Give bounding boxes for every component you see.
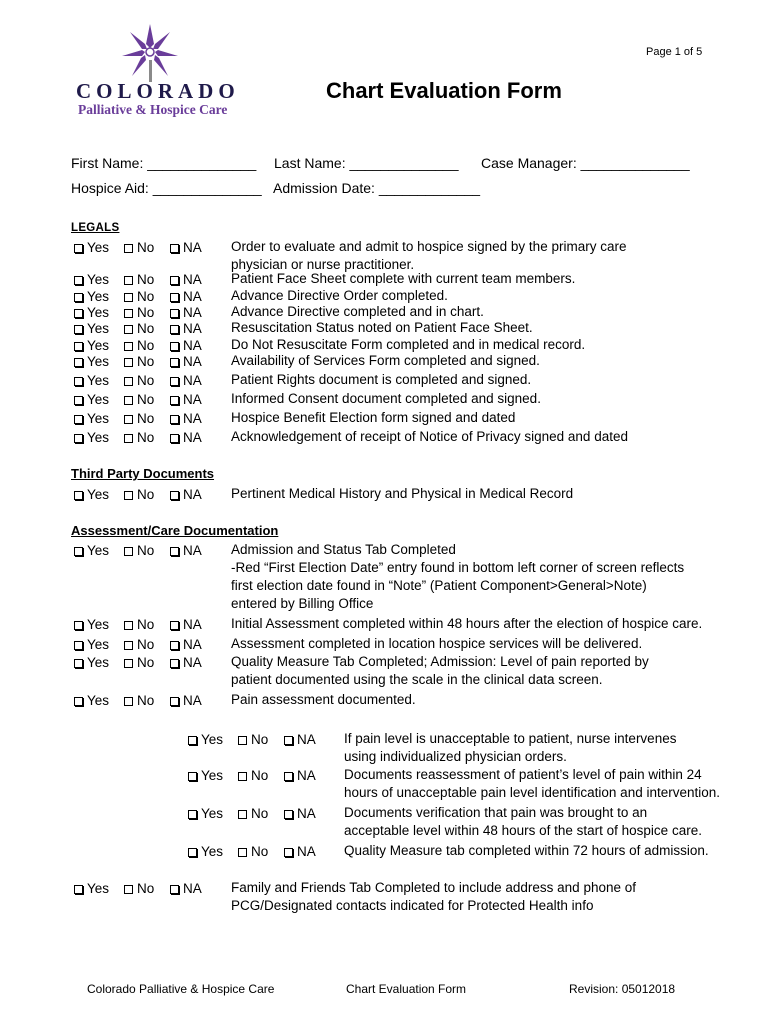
checkbox-icon[interactable] [284, 810, 293, 819]
option-no[interactable] [124, 693, 170, 708]
option-na[interactable] [170, 543, 210, 558]
option-label: No [137, 881, 155, 896]
checkbox-icon[interactable] [74, 547, 83, 556]
checkbox-icon[interactable] [124, 621, 133, 630]
option-label: NA [183, 338, 202, 353]
option-na[interactable] [170, 305, 210, 320]
option-label: No [137, 411, 155, 426]
option-no[interactable] [124, 338, 170, 353]
option-yes[interactable] [74, 637, 124, 652]
checklist-item-text [344, 842, 709, 860]
checklist-item-line: Quality Measure Tab Completed; Admission: Level of pain reported by [231, 654, 649, 669]
option-yes[interactable] [74, 354, 124, 369]
option-label: Yes [87, 411, 110, 426]
checkbox-icon[interactable] [170, 396, 179, 405]
option-na[interactable] [170, 487, 210, 502]
checkbox-icon[interactable] [74, 309, 83, 318]
option-na[interactable] [170, 373, 210, 388]
option-label: No [251, 732, 269, 747]
checklist-item-line: Documents reassessment of patient’s level of pain within 24 [344, 767, 702, 782]
admission-date-field[interactable]: Admission Date: _____________ [273, 180, 481, 196]
checkbox-icon[interactable] [284, 848, 293, 857]
footer-form: Chart Evaluation Form [346, 982, 467, 996]
checklist-item-text [231, 238, 626, 274]
checkbox-icon[interactable] [74, 659, 83, 668]
checklist-item-line: If pain level is unacceptable to patient, nurse intervenes [344, 731, 677, 746]
checkbox-icon[interactable] [238, 810, 247, 819]
checklist-item-line: Resuscitation Status noted on Patient Face Sheet. [231, 320, 533, 335]
checkbox-icon[interactable] [170, 293, 179, 302]
option-na[interactable] [170, 411, 210, 426]
checkbox-icon[interactable] [124, 244, 133, 253]
option-label: No [137, 373, 155, 388]
checklist-item-text [344, 766, 720, 802]
option-label: No [251, 806, 269, 821]
last-name-field[interactable]: Last Name: ______________ [274, 155, 459, 171]
option-label: NA [183, 430, 202, 445]
option-no[interactable] [124, 430, 170, 445]
option-na[interactable] [284, 844, 324, 859]
checkbox-icon[interactable] [188, 848, 197, 857]
checklist-item-line: Order to evaluate and admit to hospice signed by the primary care [231, 239, 627, 254]
option-yes[interactable] [188, 768, 238, 783]
option-na[interactable] [284, 806, 324, 821]
checkbox-icon[interactable] [74, 342, 83, 351]
option-yes[interactable] [74, 617, 124, 632]
checkbox-icon[interactable] [170, 309, 179, 318]
option-no[interactable] [124, 881, 170, 896]
option-yes[interactable] [74, 321, 124, 336]
checkbox-icon[interactable] [284, 772, 293, 781]
case-manager-field[interactable]: Case Manager: ______________ [481, 155, 690, 171]
checkbox-icon[interactable] [124, 342, 133, 351]
checkbox-icon[interactable] [124, 697, 133, 706]
checkbox-icon[interactable] [238, 736, 247, 745]
checklist-item-line: -Red “First Election Date” entry found in bottom left corner of screen reflects [231, 560, 685, 575]
checklist-item-line: patient documented using the scale in the clinical data screen. [231, 672, 603, 687]
option-label: NA [183, 305, 202, 320]
option-no[interactable] [124, 617, 170, 632]
checkbox-icon[interactable] [74, 697, 83, 706]
option-yes[interactable] [74, 487, 124, 502]
checklist-item-text [231, 879, 636, 915]
checkbox-icon[interactable] [170, 358, 179, 367]
option-no[interactable] [124, 392, 170, 407]
option-label: Yes [87, 392, 110, 407]
checkbox-icon[interactable] [124, 309, 133, 318]
option-na[interactable] [170, 637, 210, 652]
option-label: Yes [87, 543, 110, 558]
checklist-item-line: hours of unacceptable pain level identification and intervention. [344, 785, 721, 800]
option-no[interactable] [124, 305, 170, 320]
option-label: Yes [87, 338, 110, 353]
option-label: Yes [87, 487, 110, 502]
option-yes[interactable] [74, 338, 124, 353]
third-party-heading: Third Party Documents [71, 466, 215, 481]
checkbox-icon[interactable] [124, 641, 133, 650]
footer-org: Colorado Palliative & Hospice Care [87, 982, 275, 996]
option-label: No [251, 844, 269, 859]
option-label: No [137, 693, 155, 708]
option-label: NA [183, 240, 202, 255]
checklist-item-line: Family and Friends Tab Completed to include address and phone of [231, 880, 636, 895]
checkbox-icon[interactable] [74, 358, 83, 367]
checklist-item-line: Acknowledgement of receipt of Notice of Privacy signed and dated [231, 429, 628, 444]
option-label: No [137, 617, 155, 632]
legals-heading: LEGALS [71, 222, 120, 234]
option-label: Yes [87, 373, 110, 388]
option-label: NA [183, 272, 202, 287]
option-no[interactable] [238, 844, 284, 859]
assessment-heading: Assessment/Care Documentation [71, 523, 279, 538]
checkbox-icon[interactable] [188, 736, 197, 745]
option-na[interactable] [170, 338, 210, 353]
option-label: No [137, 392, 155, 407]
option-label: Yes [201, 732, 224, 747]
checklist-item-line: Initial Assessment completed within 48 hours after the election of hospice care. [231, 616, 703, 631]
checkbox-icon[interactable] [124, 491, 133, 500]
checkbox-icon[interactable] [170, 415, 179, 424]
checkbox-icon[interactable] [188, 810, 197, 819]
option-na[interactable] [170, 272, 210, 287]
checkbox-icon[interactable] [124, 415, 133, 424]
option-label: NA [183, 354, 202, 369]
option-label: Yes [87, 693, 110, 708]
option-label: NA [183, 321, 202, 336]
checklist-item-line: entered by Billing Office [231, 596, 374, 611]
option-yes[interactable] [74, 655, 124, 670]
option-yes[interactable] [74, 543, 124, 558]
checkbox-icon[interactable] [74, 415, 83, 424]
checkbox-icon[interactable] [74, 244, 83, 253]
option-label: NA [183, 373, 202, 388]
page-indicator: Page 1 of 5 [646, 46, 703, 58]
option-no[interactable] [238, 732, 284, 747]
option-label: NA [183, 543, 202, 558]
option-yes[interactable] [74, 305, 124, 320]
option-label: NA [183, 487, 202, 502]
option-label: Yes [87, 305, 110, 320]
logo [74, 22, 244, 122]
checklist-item-line: Do Not Resuscitate Form completed and in medical record. [231, 337, 586, 352]
checkbox-icon[interactable] [170, 697, 179, 706]
checkbox-icon[interactable] [124, 547, 133, 556]
checkbox-icon[interactable] [74, 885, 83, 894]
option-yes[interactable] [74, 240, 124, 255]
option-label: No [137, 487, 155, 502]
option-label: NA [183, 411, 202, 426]
checkbox-icon[interactable] [170, 377, 179, 386]
option-label: Yes [201, 844, 224, 859]
checkbox-icon[interactable] [124, 885, 133, 894]
option-label: NA [297, 732, 316, 747]
checklist-item-line: Documents verification that pain was brought to an [344, 805, 648, 820]
option-no[interactable] [124, 289, 170, 304]
checkbox-icon[interactable] [124, 434, 133, 443]
option-label: Yes [87, 617, 110, 632]
option-no[interactable] [238, 806, 284, 821]
option-label: Yes [87, 321, 110, 336]
checkbox-icon[interactable] [170, 325, 179, 334]
option-label: NA [297, 806, 316, 821]
checkbox-icon[interactable] [170, 244, 179, 253]
checkbox-icon[interactable] [170, 659, 179, 668]
option-yes[interactable] [74, 373, 124, 388]
option-label: Yes [87, 637, 110, 652]
checkbox-icon[interactable] [74, 491, 83, 500]
option-label: Yes [201, 768, 224, 783]
footer-revision: Revision: 05012018 [569, 982, 676, 996]
checklist-item-text [231, 371, 531, 389]
checklist-item-line: Hospice Benefit Election form signed and dated [231, 410, 516, 425]
option-label: NA [297, 844, 316, 859]
checklist-item-line: Quality Measure tab completed within 72 hours of admission. [344, 843, 709, 858]
checkbox-icon[interactable] [74, 276, 83, 285]
option-label: NA [183, 655, 202, 670]
option-na[interactable] [170, 289, 210, 304]
option-label: Yes [87, 240, 110, 255]
option-label: No [137, 354, 155, 369]
option-label: No [137, 289, 155, 304]
option-no[interactable] [124, 272, 170, 287]
checkbox-icon[interactable] [124, 276, 133, 285]
checkbox-icon[interactable] [74, 325, 83, 334]
checklist-item-text [231, 541, 684, 613]
option-label: No [137, 655, 155, 670]
checklist-item-text [231, 691, 416, 709]
checklist-item-text [231, 653, 649, 689]
option-yes[interactable] [188, 844, 238, 859]
option-label: Yes [87, 289, 110, 304]
option-no[interactable] [124, 354, 170, 369]
option-no[interactable] [124, 637, 170, 652]
option-na[interactable] [170, 240, 210, 255]
option-yes[interactable] [74, 693, 124, 708]
option-yes[interactable] [74, 392, 124, 407]
option-label: No [137, 305, 155, 320]
option-na[interactable] [170, 617, 210, 632]
option-label: NA [183, 289, 202, 304]
checkbox-icon[interactable] [124, 325, 133, 334]
option-na[interactable] [170, 693, 210, 708]
checkbox-icon[interactable] [74, 377, 83, 386]
checklist-item-line: Advance Directive Order completed. [231, 288, 448, 303]
option-label: No [137, 637, 155, 652]
option-label: Yes [87, 272, 110, 287]
checkbox-icon[interactable] [124, 659, 133, 668]
option-na[interactable] [170, 392, 210, 407]
hospice-aid-field[interactable]: Hospice Aid: ______________ [71, 180, 262, 196]
checkbox-icon[interactable] [170, 276, 179, 285]
checklist-item-line: Pain assessment documented. [231, 692, 416, 707]
option-label: NA [183, 693, 202, 708]
checklist-item-text [344, 804, 702, 840]
checklist-item-line: Advance Directive completed and in chart. [231, 304, 484, 319]
checkbox-icon[interactable] [74, 621, 83, 630]
checkbox-icon[interactable] [124, 293, 133, 302]
option-na[interactable] [170, 881, 210, 896]
checklist-item-text [231, 485, 573, 503]
checklist-item-text [231, 352, 540, 370]
checklist-item-line: Patient Face Sheet complete with current team members. [231, 271, 576, 286]
option-no[interactable] [124, 321, 170, 336]
checklist-item-text [231, 270, 575, 288]
option-na[interactable] [170, 321, 210, 336]
checklist-item-text [231, 319, 533, 337]
checkbox-icon[interactable] [284, 736, 293, 745]
option-yes[interactable] [74, 430, 124, 445]
checkbox-icon[interactable] [74, 396, 83, 405]
logo-wordmark: COLORADO [76, 79, 240, 103]
option-na[interactable] [284, 732, 324, 747]
option-label: NA [183, 392, 202, 407]
checklist-item-line: Patient Rights document is completed and signed. [231, 372, 532, 387]
checklist-item-text [231, 409, 515, 427]
checklist-item-line: using individualized physician orders. [344, 749, 567, 764]
first-name-field[interactable]: First Name: ______________ [71, 155, 257, 171]
checklist-item-line: Availability of Services Form completed and signed. [231, 353, 540, 368]
option-label: Yes [201, 806, 224, 821]
checklist-item-line: acceptable level within 48 hours of the start of hospice care. [344, 823, 702, 838]
option-label: NA [183, 881, 202, 896]
option-label: Yes [87, 881, 110, 896]
logo-subtitle: Palliative & Hospice Care [78, 102, 228, 117]
option-label: NA [297, 768, 316, 783]
option-label: No [137, 338, 155, 353]
option-no[interactable] [124, 655, 170, 670]
option-label: No [137, 321, 155, 336]
checkbox-icon[interactable] [74, 293, 83, 302]
checkbox-icon[interactable] [238, 848, 247, 857]
option-no[interactable] [124, 373, 170, 388]
option-yes[interactable] [74, 411, 124, 426]
option-no[interactable] [238, 768, 284, 783]
option-label: Yes [87, 430, 110, 445]
option-na[interactable] [170, 430, 210, 445]
checklist-item-text [231, 615, 702, 633]
star-flower-icon [74, 22, 244, 82]
checklist-item-line: Admission and Status Tab Completed [231, 542, 456, 557]
option-label: No [251, 768, 269, 783]
option-no[interactable] [124, 240, 170, 255]
checklist-item-line: Pertinent Medical History and Physical in Medical Record [231, 486, 574, 501]
checkbox-icon[interactable] [188, 772, 197, 781]
option-label: Yes [87, 354, 110, 369]
option-na[interactable] [170, 354, 210, 369]
option-na[interactable] [170, 655, 210, 670]
checklist-item-text [231, 390, 541, 408]
checkbox-icon[interactable] [170, 621, 179, 630]
checklist-item-line: PCG/Designated contacts indicated for Protected Health info [231, 898, 594, 913]
checkbox-icon[interactable] [124, 377, 133, 386]
option-no[interactable] [124, 487, 170, 502]
checkbox-icon[interactable] [74, 434, 83, 443]
checkbox-icon[interactable] [170, 434, 179, 443]
page-title: Chart Evaluation Form [326, 78, 562, 103]
option-no[interactable] [124, 543, 170, 558]
checklist-item-line: Informed Consent document completed and signed. [231, 391, 541, 406]
checkbox-icon[interactable] [74, 641, 83, 650]
checkbox-icon[interactable] [170, 641, 179, 650]
checkbox-icon[interactable] [238, 772, 247, 781]
checklist-item-text [231, 635, 642, 653]
option-na[interactable] [284, 768, 324, 783]
option-label: No [137, 430, 155, 445]
option-label: NA [183, 637, 202, 652]
option-label: No [137, 240, 155, 255]
option-label: No [137, 543, 155, 558]
checklist-item-line: Assessment completed in location hospice services will be delivered. [231, 636, 643, 651]
checklist-item-line: first election date found in “Note” (Patient Component>General>Note) [231, 578, 647, 593]
option-yes[interactable] [74, 881, 124, 896]
option-yes[interactable] [74, 289, 124, 304]
checklist-item-text [231, 428, 628, 446]
option-yes[interactable] [74, 272, 124, 287]
option-yes[interactable] [188, 732, 238, 747]
option-no[interactable] [124, 411, 170, 426]
checkbox-icon[interactable] [170, 885, 179, 894]
checkbox-icon[interactable] [124, 358, 133, 367]
checklist-item-line: physician or nurse practitioner. [231, 257, 415, 272]
checkbox-icon[interactable] [170, 547, 179, 556]
checklist-item-text [344, 730, 676, 766]
checkbox-icon[interactable] [170, 491, 179, 500]
option-yes[interactable] [188, 806, 238, 821]
checkbox-icon[interactable] [170, 342, 179, 351]
option-label: Yes [87, 655, 110, 670]
option-label: No [137, 272, 155, 287]
checkbox-icon[interactable] [124, 396, 133, 405]
option-label: NA [183, 617, 202, 632]
